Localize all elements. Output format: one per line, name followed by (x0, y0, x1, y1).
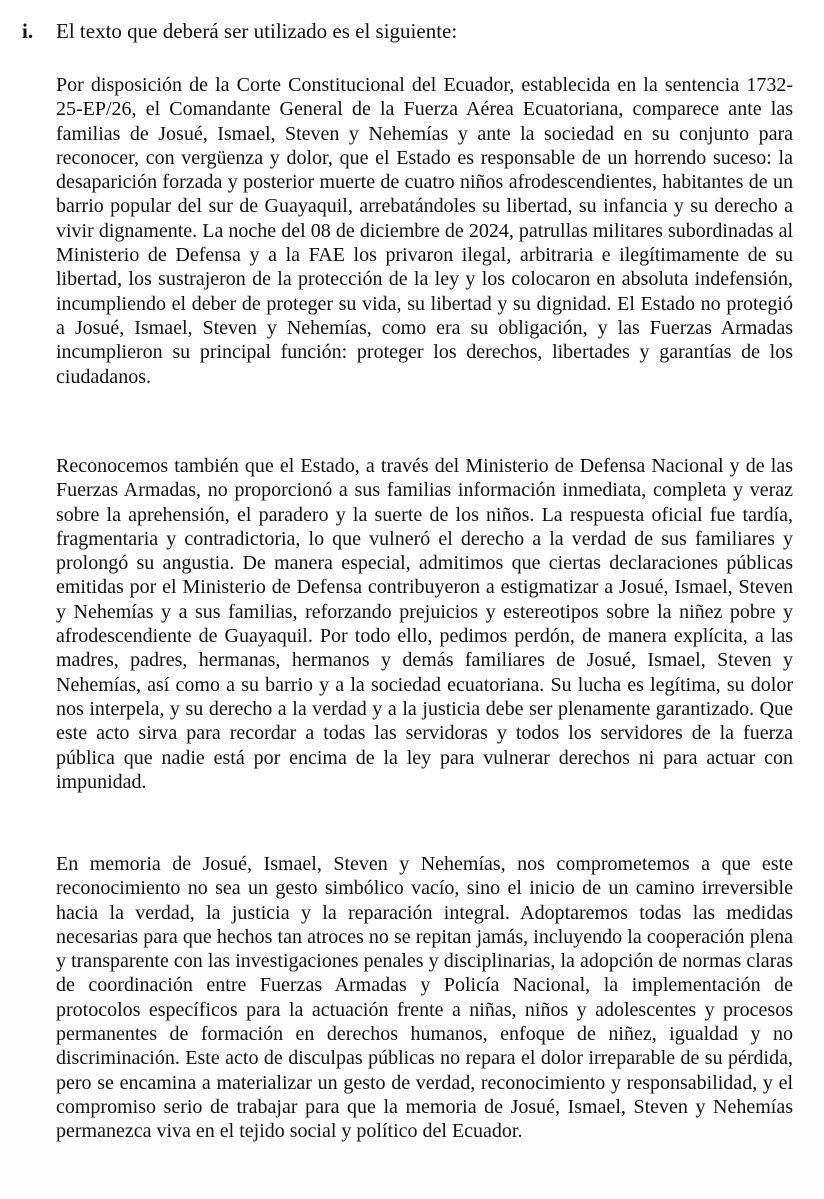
paragraph-text: Por disposición de la Corte Constitucional del Ecuador, establecida en la sentencia 1732-25-EP/26, el Comandante General de la Fuerza Aérea Ecuatoriana, comparece ante las familias de Josué, Ismael, Steven y Nehemías y ante la sociedad en su conjunto para reconocer, con vergüenza y dolor, que el Estado es responsable de un horrendo suceso: la desaparición forzada y posterior muerte de cuatro niños afrodescendientes, habitantes de un barrio popular del sur de Guayaquil, arrebatándoles su libertad, su infancia y su derecho a vivir dignamente. La noche del 08 de diciembre de 2024, patrullas militares subordinadas al Ministerio de Defensa y a la FAE los privaron ilegal, arbitraria e ilegítimamente de su libertad, los sustrajeron de la protección de la ley y los colocaron en absoluta indefensión, incumpliendo el deber de proteger su vida, su libertad y su dignidad. El Estado no protegió a Josué, Ismael, Steven y Nehemías, como era su obligación, y las Fuerzas Armadas incumplieron su principal función: proteger los derechos, libertades y garantías de los ciudadanos. (56, 74, 793, 388)
section-heading (22, 18, 802, 44)
paragraph-text: En memoria de Josué, Ismael, Steven y Nehemías, nos comprometemos a que este reconocimiento no sea un gesto simbólico vacío, sino el inicio de un camino irreversible hacia la verdad, la justicia y la reparación integral. Adoptaremos todas las medidas necesarias para que hechos tan atroces no se repitan jamás, incluyendo la cooperación plena y transparente con las investigaciones penales y disciplinarias, la adopción de normas claras de coordinación entre Fuerzas Armadas y Policía Nacional, la implementación de protocolos específicos para la actuación frente a niñas, niños y adolescentes y procesos permanentes de formación en derechos humanos, enfoque de niñez, igualdad y no discriminación. Este acto de disculpas públicas no repara el dolor irreparable de su pérdida, pero se encamina a materializar un gesto de verdad, reconocimiento y responsabilidad, y el compromiso serio de trabajar para que la memoria de Josué, Ismael, Steven y Nehemías permanezca viva en el tejido social y político del Ecuador. (56, 853, 793, 1143)
paragraph-text: Reconocemos también que el Estado, a través del Ministerio de Defensa Nacional y de las Fuerzas Armadas, no proporcionó a sus familias información inmediata, completa y veraz sobre la aprehensión, el paradero y la suerte de los niños. La respuesta oficial fue tardía, fragmentaria y contradictoria, lo que vulneró el derecho a la verdad de sus familiares y prolongó su angustia. De manera especial, admitimos que ciertas declaraciones públicas emitidas por el Ministerio de Defensa contribuyeron a estigmatizar a Josué, Ismael, Steven y Nehemías y a sus familias, reforzando prejuicios y estereotipos sobre la niñez pobre y afrodescendiente de Guayaquil. Por todo ello, pedimos perdón, de manera explícita, a las madres, padres, hermanas, hermanos y demás familiares de Josué, Ismael, Steven y Nehemías, así como a su barrio y a la sociedad ecuatoriana. Su lucha es legítima, su dolor nos interpela, y su derecho a la verdad y a la justicia debe ser plenamente garantizado. Que este acto sirva para recordar a todas las servidoras y todos los servidores de la fuerza pública que nadie está por encima de la ley para vulnerar derechos ni para actuar con impunidad. (56, 455, 793, 793)
paragraph-1 (56, 73, 793, 389)
list-item-marker: i. (22, 19, 34, 43)
heading-text: El texto que deberá ser utilizado es el siguiente: (56, 19, 458, 43)
paragraph-2 (56, 454, 793, 794)
paragraph-3 (56, 852, 793, 1144)
